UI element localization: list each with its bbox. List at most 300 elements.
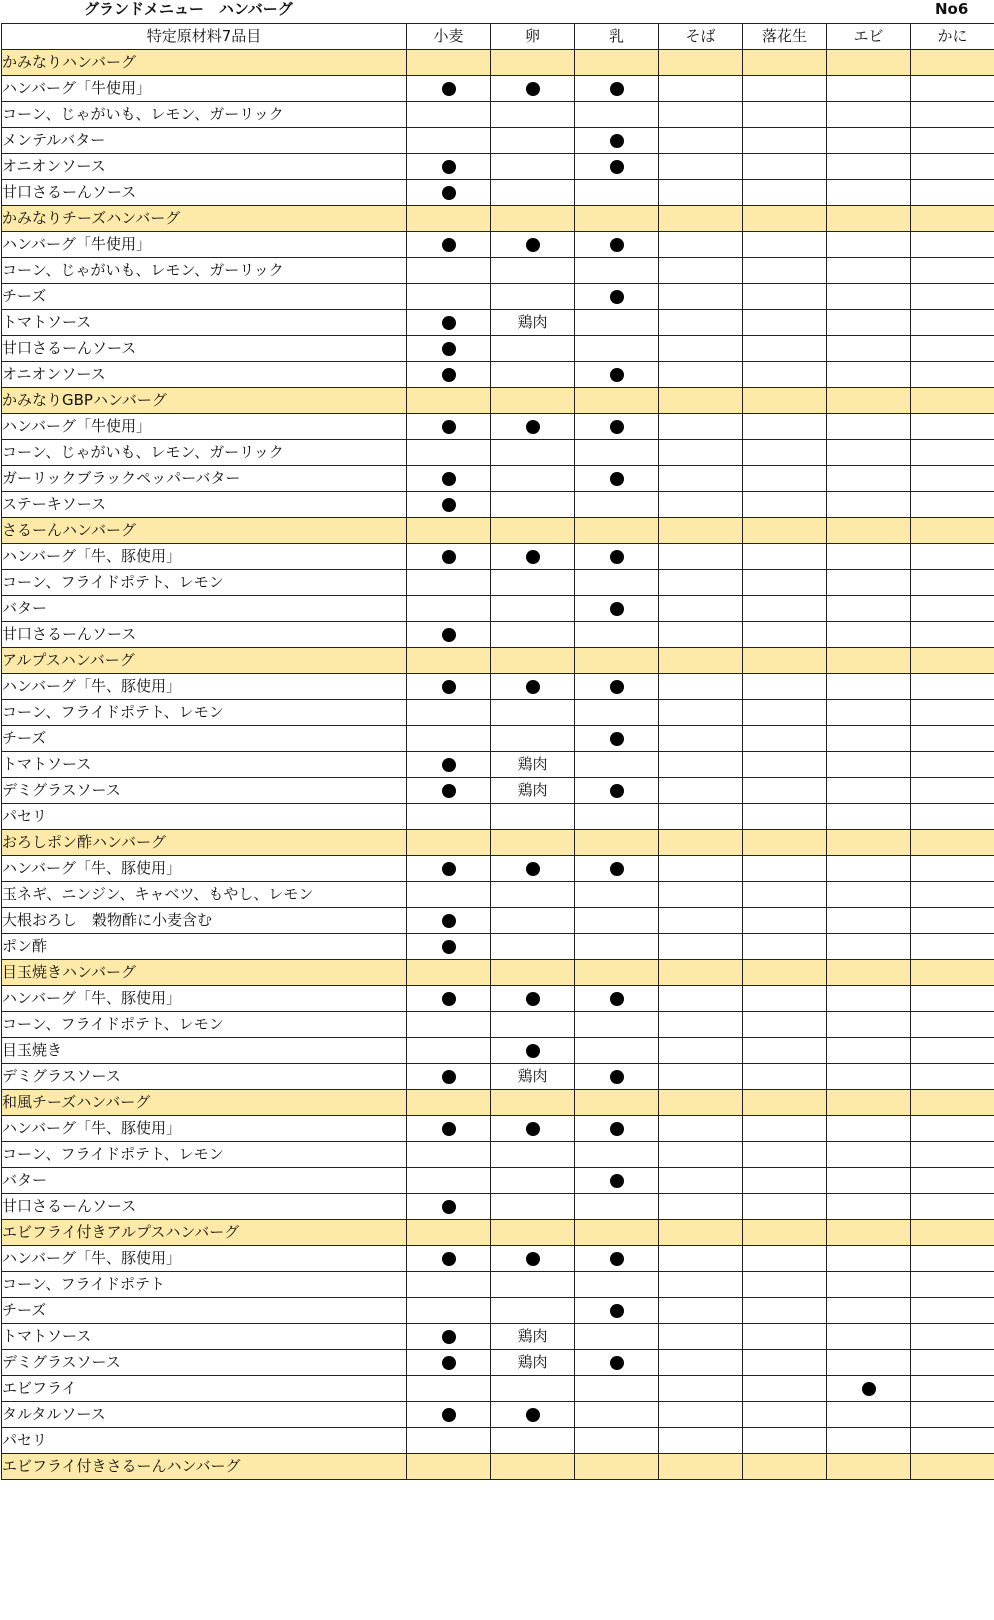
allergen-cell xyxy=(659,466,743,492)
allergen-cell xyxy=(575,362,659,388)
allergen-cell xyxy=(659,726,743,752)
contains-dot-icon xyxy=(610,82,624,96)
allergen-cell xyxy=(827,934,911,960)
allergen-cell xyxy=(743,986,827,1012)
allergen-cell xyxy=(659,778,743,804)
allergen-note: 鶏肉 xyxy=(517,755,548,773)
allergen-cell xyxy=(491,154,575,180)
allergen-cell xyxy=(575,232,659,258)
allergen-cell xyxy=(827,258,911,284)
ingredient-row xyxy=(2,310,994,336)
ingredient-name: ハンバーグ「牛、豚使用」 xyxy=(2,1246,407,1272)
allergen-cell xyxy=(407,908,491,934)
allergen-cell xyxy=(491,1350,575,1376)
allergen-cell xyxy=(407,830,491,856)
allergen-cell xyxy=(491,830,575,856)
allergen-cell xyxy=(575,206,659,232)
allergen-cell xyxy=(491,1168,575,1194)
allergen-cell xyxy=(407,492,491,518)
allergen-cell xyxy=(827,206,911,232)
allergen-cell xyxy=(911,102,994,128)
allergen-cell xyxy=(743,726,827,752)
allergen-cell xyxy=(911,622,994,648)
allergen-cell xyxy=(743,50,827,76)
allergen-cell xyxy=(743,128,827,154)
allergen-cell xyxy=(575,1428,659,1454)
allergen-cell xyxy=(659,1324,743,1350)
allergen-cell xyxy=(659,102,743,128)
menu-name: おろしポン酢ハンバーグ xyxy=(2,830,407,856)
allergen-cell xyxy=(659,1402,743,1428)
allergen-cell xyxy=(827,76,911,102)
allergen-cell xyxy=(659,856,743,882)
ingredient-name: トマトソース xyxy=(2,310,407,336)
allergen-cell xyxy=(575,986,659,1012)
ingredient-row xyxy=(2,726,994,752)
allergen-cell xyxy=(575,102,659,128)
allergen-cell xyxy=(575,50,659,76)
allergen-cell xyxy=(491,804,575,830)
allergen-cell xyxy=(659,1298,743,1324)
allergen-cell xyxy=(491,1090,575,1116)
allergen-cell xyxy=(659,674,743,700)
allergen-cell xyxy=(491,1064,575,1090)
menu-name: 目玉焼きハンバーグ xyxy=(2,960,407,986)
allergen-cell xyxy=(407,1090,491,1116)
allergen-cell xyxy=(575,1376,659,1402)
allergen-cell xyxy=(575,934,659,960)
column-header-peanut: 落花生 xyxy=(743,24,827,50)
column-header-wheat: 小麦 xyxy=(407,24,491,50)
allergen-cell xyxy=(911,986,994,1012)
allergen-cell xyxy=(911,1220,994,1246)
allergen-cell xyxy=(743,830,827,856)
allergen-cell xyxy=(491,128,575,154)
allergen-cell xyxy=(743,752,827,778)
allergen-cell xyxy=(827,1090,911,1116)
contains-dot-icon xyxy=(610,420,624,434)
allergen-cell xyxy=(659,518,743,544)
allergen-cell xyxy=(911,1142,994,1168)
allergen-cell xyxy=(911,1272,994,1298)
allergen-cell xyxy=(407,882,491,908)
allergen-cell xyxy=(575,1272,659,1298)
allergen-cell xyxy=(659,908,743,934)
contains-dot-icon xyxy=(442,160,456,174)
allergen-cell xyxy=(575,1298,659,1324)
ingredient-row xyxy=(2,1402,994,1428)
allergen-cell xyxy=(827,778,911,804)
allergen-cell xyxy=(407,336,491,362)
allergen-cell xyxy=(575,1064,659,1090)
allergen-cell xyxy=(911,362,994,388)
allergen-cell xyxy=(575,466,659,492)
allergen-cell xyxy=(911,1246,994,1272)
allergen-cell xyxy=(827,1272,911,1298)
contains-dot-icon xyxy=(610,368,624,382)
ingredient-row xyxy=(2,258,994,284)
contains-dot-icon xyxy=(526,1122,540,1136)
allergen-cell xyxy=(407,1350,491,1376)
allergen-cell xyxy=(911,1038,994,1064)
ingredient-name: ハンバーグ「牛、豚使用」 xyxy=(2,544,407,570)
allergen-cell xyxy=(491,752,575,778)
allergen-cell xyxy=(659,284,743,310)
menu-section-row xyxy=(2,1090,994,1116)
ingredient-row xyxy=(2,466,994,492)
ingredient-name: トマトソース xyxy=(2,1324,407,1350)
allergen-cell xyxy=(407,518,491,544)
contains-dot-icon xyxy=(610,134,624,148)
allergen-cell xyxy=(743,154,827,180)
allergen-cell xyxy=(743,1324,827,1350)
contains-dot-icon xyxy=(442,82,456,96)
allergen-cell xyxy=(827,284,911,310)
allergen-cell xyxy=(407,596,491,622)
allergen-cell xyxy=(491,1194,575,1220)
allergen-cell xyxy=(659,1194,743,1220)
menu-section-row xyxy=(2,388,994,414)
ingredient-row xyxy=(2,284,994,310)
allergen-cell xyxy=(743,934,827,960)
allergen-cell xyxy=(491,570,575,596)
allergen-cell xyxy=(407,622,491,648)
menu-section-row xyxy=(2,206,994,232)
ingredient-name: 大根おろし 穀物酢に小麦含む xyxy=(2,908,407,934)
allergen-cell xyxy=(575,258,659,284)
ingredient-name: コーン、フライドポテト xyxy=(2,1272,407,1298)
menu-section-row xyxy=(2,960,994,986)
contains-dot-icon xyxy=(442,316,456,330)
ingredient-row xyxy=(2,856,994,882)
allergen-cell xyxy=(827,804,911,830)
allergen-cell xyxy=(659,1142,743,1168)
allergen-cell xyxy=(659,1168,743,1194)
ingredient-row xyxy=(2,1272,994,1298)
allergen-cell xyxy=(491,310,575,336)
contains-dot-icon xyxy=(442,862,456,876)
ingredient-row xyxy=(2,102,994,128)
allergen-cell xyxy=(827,310,911,336)
allergen-cell xyxy=(743,440,827,466)
allergen-cell xyxy=(827,128,911,154)
contains-dot-icon xyxy=(526,420,540,434)
allergen-cell xyxy=(659,700,743,726)
ingredient-row xyxy=(2,362,994,388)
allergen-cell xyxy=(743,700,827,726)
allergen-cell xyxy=(911,518,994,544)
ingredient-row xyxy=(2,1012,994,1038)
allergen-cell xyxy=(743,388,827,414)
allergen-cell xyxy=(491,1246,575,1272)
allergen-cell xyxy=(575,700,659,726)
ingredient-row xyxy=(2,544,994,570)
allergen-cell xyxy=(407,1220,491,1246)
allergen-cell xyxy=(407,700,491,726)
ingredient-name: 甘口さるーんソース xyxy=(2,336,407,362)
allergen-cell xyxy=(407,1454,491,1480)
menu-section-row xyxy=(2,1220,994,1246)
allergen-cell xyxy=(743,804,827,830)
allergen-cell xyxy=(827,1454,911,1480)
ingredient-name: コーン、フライドポテト、レモン xyxy=(2,1012,407,1038)
allergen-cell xyxy=(743,362,827,388)
allergen-cell xyxy=(575,1194,659,1220)
allergen-cell xyxy=(491,232,575,258)
allergen-cell xyxy=(575,310,659,336)
allergen-cell xyxy=(827,544,911,570)
contains-dot-icon xyxy=(610,1122,624,1136)
allergen-cell xyxy=(575,284,659,310)
allergen-cell xyxy=(575,804,659,830)
allergen-cell xyxy=(407,206,491,232)
ingredient-name: デミグラスソース xyxy=(2,1064,407,1090)
contains-dot-icon xyxy=(442,680,456,694)
contains-dot-icon xyxy=(610,160,624,174)
allergen-cell xyxy=(743,1402,827,1428)
allergen-cell xyxy=(491,76,575,102)
allergen-cell xyxy=(911,1090,994,1116)
allergen-cell xyxy=(827,960,911,986)
allergen-cell xyxy=(491,180,575,206)
menu-section-row xyxy=(2,1454,994,1480)
allergen-cell xyxy=(575,414,659,440)
allergen-cell xyxy=(743,1090,827,1116)
allergen-cell xyxy=(743,856,827,882)
allergen-cell xyxy=(827,1116,911,1142)
allergen-cell xyxy=(407,1428,491,1454)
ingredient-name: コーン、フライドポテト、レモン xyxy=(2,1142,407,1168)
allergen-cell xyxy=(659,1012,743,1038)
allergen-cell xyxy=(407,1194,491,1220)
allergen-cell xyxy=(491,414,575,440)
ingredient-row xyxy=(2,934,994,960)
ingredient-name: 甘口さるーんソース xyxy=(2,1194,407,1220)
allergen-cell xyxy=(743,1220,827,1246)
contains-dot-icon xyxy=(610,862,624,876)
contains-dot-icon xyxy=(610,550,624,564)
allergen-cell xyxy=(407,154,491,180)
allergen-cell xyxy=(911,960,994,986)
contains-dot-icon xyxy=(610,1252,624,1266)
contains-dot-icon xyxy=(442,238,456,252)
allergen-cell xyxy=(575,1402,659,1428)
allergen-cell xyxy=(575,1168,659,1194)
allergen-cell xyxy=(911,726,994,752)
ingredient-name: ハンバーグ「牛使用」 xyxy=(2,232,407,258)
allergen-cell xyxy=(407,648,491,674)
ingredient-row xyxy=(2,622,994,648)
ingredient-name: ステーキソース xyxy=(2,492,407,518)
allergen-cell xyxy=(407,388,491,414)
menu-name: かみなりハンバーグ xyxy=(2,50,407,76)
allergen-cell xyxy=(659,986,743,1012)
allergen-cell xyxy=(491,1038,575,1064)
allergen-cell xyxy=(491,1298,575,1324)
ingredient-name: コーン、フライドポテト、レモン xyxy=(2,570,407,596)
allergen-cell xyxy=(575,1324,659,1350)
allergen-cell xyxy=(827,1194,911,1220)
menu-name: エビフライ付きさるーんハンバーグ xyxy=(2,1454,407,1480)
allergen-cell xyxy=(407,180,491,206)
allergen-cell xyxy=(575,1116,659,1142)
allergen-cell xyxy=(407,1116,491,1142)
allergen-cell xyxy=(827,440,911,466)
allergen-cell xyxy=(911,1064,994,1090)
allergen-note: 鶏肉 xyxy=(517,1353,548,1371)
allergen-cell xyxy=(491,440,575,466)
allergen-cell xyxy=(575,1350,659,1376)
allergen-cell xyxy=(827,1168,911,1194)
allergen-cell xyxy=(659,76,743,102)
ingredient-row xyxy=(2,908,994,934)
contains-dot-icon xyxy=(442,758,456,772)
allergen-cell xyxy=(491,1012,575,1038)
allergen-cell xyxy=(827,726,911,752)
allergen-cell xyxy=(575,674,659,700)
allergen-cell xyxy=(827,986,911,1012)
allergen-cell xyxy=(827,1324,911,1350)
ingredient-name: トマトソース xyxy=(2,752,407,778)
allergen-cell xyxy=(827,414,911,440)
allergen-cell xyxy=(911,1350,994,1376)
allergen-cell xyxy=(491,50,575,76)
contains-dot-icon xyxy=(610,992,624,1006)
allergen-cell xyxy=(659,232,743,258)
ingredient-name: ハンバーグ「牛、豚使用」 xyxy=(2,674,407,700)
contains-dot-icon xyxy=(442,1200,456,1214)
allergen-cell xyxy=(911,388,994,414)
allergen-cell xyxy=(743,1246,827,1272)
allergen-cell xyxy=(911,596,994,622)
ingredient-name: ハンバーグ「牛、豚使用」 xyxy=(2,1116,407,1142)
column-header-milk: 乳 xyxy=(575,24,659,50)
allergen-cell xyxy=(743,1168,827,1194)
ingredient-name: チーズ xyxy=(2,726,407,752)
menu-name: エビフライ付きアルプスハンバーグ xyxy=(2,1220,407,1246)
ingredient-row xyxy=(2,76,994,102)
allergen-cell xyxy=(911,180,994,206)
contains-dot-icon xyxy=(526,550,540,564)
ingredient-row xyxy=(2,1246,994,1272)
allergen-cell xyxy=(827,1064,911,1090)
allergen-cell xyxy=(659,440,743,466)
allergen-cell xyxy=(743,544,827,570)
allergen-cell xyxy=(827,882,911,908)
allergen-cell xyxy=(575,336,659,362)
allergen-cell xyxy=(911,128,994,154)
ingredient-name: ハンバーグ「牛使用」 xyxy=(2,76,407,102)
allergen-cell xyxy=(659,1090,743,1116)
allergen-cell xyxy=(491,102,575,128)
allergen-cell xyxy=(743,284,827,310)
allergen-cell xyxy=(407,1324,491,1350)
ingredient-row xyxy=(2,1376,994,1402)
allergen-cell xyxy=(575,1038,659,1064)
allergen-cell xyxy=(407,934,491,960)
contains-dot-icon xyxy=(442,472,456,486)
title-bar xyxy=(0,0,994,22)
contains-dot-icon xyxy=(610,1174,624,1188)
ingredient-name: ガーリックブラックペッパーバター xyxy=(2,466,407,492)
allergen-cell xyxy=(407,1142,491,1168)
allergen-cell xyxy=(575,960,659,986)
allergen-cell xyxy=(659,1038,743,1064)
allergen-cell xyxy=(407,50,491,76)
column-header-buckwheat: そば xyxy=(659,24,743,50)
allergen-cell xyxy=(911,492,994,518)
allergen-cell xyxy=(575,440,659,466)
allergen-cell xyxy=(575,596,659,622)
page-number: No6 xyxy=(935,0,969,18)
allergen-cell xyxy=(743,1064,827,1090)
allergen-cell xyxy=(743,882,827,908)
allergen-cell xyxy=(911,258,994,284)
ingredient-row xyxy=(2,1116,994,1142)
allergen-cell xyxy=(743,180,827,206)
allergen-cell xyxy=(659,310,743,336)
allergen-cell xyxy=(659,622,743,648)
ingredient-name: デミグラスソース xyxy=(2,778,407,804)
allergen-cell xyxy=(911,1428,994,1454)
allergen-cell xyxy=(659,1428,743,1454)
contains-dot-icon xyxy=(610,732,624,746)
allergen-cell xyxy=(743,1298,827,1324)
allergen-cell xyxy=(575,388,659,414)
allergen-cell xyxy=(407,674,491,700)
allergen-cell xyxy=(743,466,827,492)
allergen-cell xyxy=(659,882,743,908)
ingredient-row xyxy=(2,1142,994,1168)
ingredient-row xyxy=(2,154,994,180)
allergen-cell xyxy=(575,518,659,544)
allergen-cell xyxy=(911,1012,994,1038)
allergen-cell xyxy=(575,1454,659,1480)
allergen-cell xyxy=(911,232,994,258)
contains-dot-icon xyxy=(442,368,456,382)
allergen-cell xyxy=(827,752,911,778)
allergen-cell xyxy=(575,154,659,180)
allergen-cell xyxy=(491,206,575,232)
allergen-cell xyxy=(575,570,659,596)
menu-name: アルプスハンバーグ xyxy=(2,648,407,674)
ingredient-name: コーン、じゃがいも、レモン、ガーリック xyxy=(2,258,407,284)
allergen-cell xyxy=(827,1038,911,1064)
document-title: グランドメニュー ハンバーグ xyxy=(84,0,293,18)
allergen-cell xyxy=(659,1220,743,1246)
allergen-cell xyxy=(911,1324,994,1350)
allergen-cell xyxy=(407,1272,491,1298)
allergen-cell xyxy=(911,206,994,232)
contains-dot-icon xyxy=(526,1408,540,1422)
menu-name: 和風チーズハンバーグ xyxy=(2,1090,407,1116)
allergen-cell xyxy=(827,1402,911,1428)
contains-dot-icon xyxy=(610,472,624,486)
allergen-cell xyxy=(491,622,575,648)
ingredient-name: ポン酢 xyxy=(2,934,407,960)
allergen-cell xyxy=(407,414,491,440)
column-header-egg: 卵 xyxy=(491,24,575,50)
allergen-cell xyxy=(659,492,743,518)
contains-dot-icon xyxy=(442,498,456,512)
contains-dot-icon xyxy=(442,1122,456,1136)
contains-dot-icon xyxy=(862,1382,876,1396)
contains-dot-icon xyxy=(442,1330,456,1344)
ingredient-row xyxy=(2,596,994,622)
ingredient-name: 甘口さるーんソース xyxy=(2,180,407,206)
allergen-cell xyxy=(407,1012,491,1038)
contains-dot-icon xyxy=(442,420,456,434)
